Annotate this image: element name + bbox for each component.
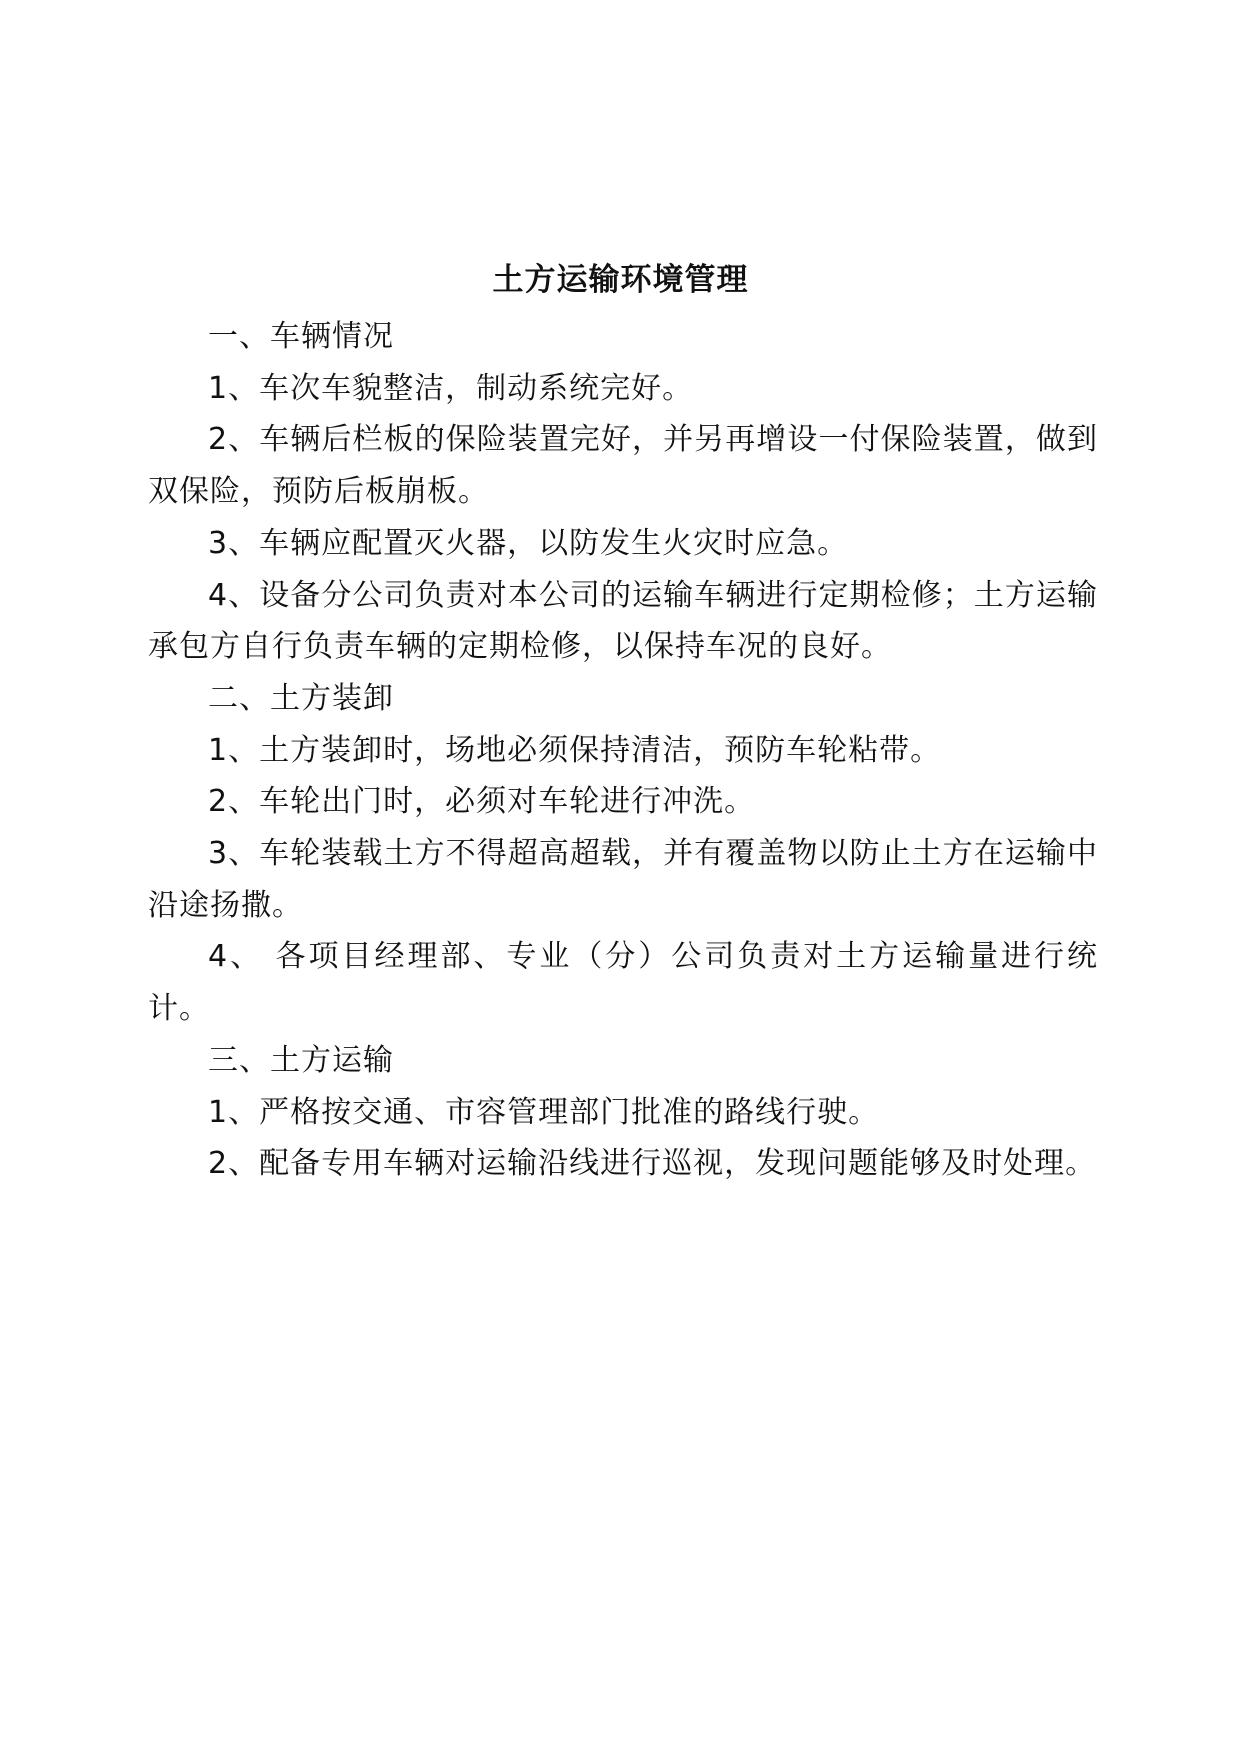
section-heading-loading: 二、土方装卸	[208, 680, 394, 716]
paragraph: 2、车辆后栏板的保险装置完好，并另再增设一付保险装置，做到双保险，预防后板崩板。	[148, 422, 1098, 510]
paragraph: 4、设备分公司负责对本公司的运输车辆进行定期检修；土方运输承包方自行负责车辆的定期检修，以保持车况的良好。	[148, 577, 1098, 665]
paragraph: 3、车轮装载土方不得超高超载，并有覆盖物以防止土方在运输中沿途扬撒。	[148, 836, 1098, 923]
section-heading-transport: 三、土方运输	[208, 1042, 394, 1078]
paragraph: 2、车轮出门时，必须对车轮进行冲洗。	[208, 784, 756, 820]
document-body	[148, 311, 1098, 1190]
paragraph: 4、 各项目经理部、专业（分）公司负责对土方运输量进行统计。	[148, 939, 1098, 1027]
paragraph: 1、严格按交通、市容管理部门批准的路线行驶。	[208, 1094, 880, 1130]
paragraph: 3、车辆应配置灭火器，以防发生火灾时应急。	[208, 525, 849, 561]
paragraph: 1、车次车貌整洁，制动系统完好。	[208, 370, 694, 406]
paragraph: 1、土方装卸时，场地必须保持清洁，预防车轮粘带。	[208, 732, 942, 768]
section-heading-vehicle: 一、车辆情况	[208, 319, 394, 354]
document-title: 土方运输环境管理	[492, 262, 749, 298]
paragraph: 2、配备专用车辆对运输沿线进行巡视，发现问题能够及时处理。	[208, 1146, 1097, 1182]
